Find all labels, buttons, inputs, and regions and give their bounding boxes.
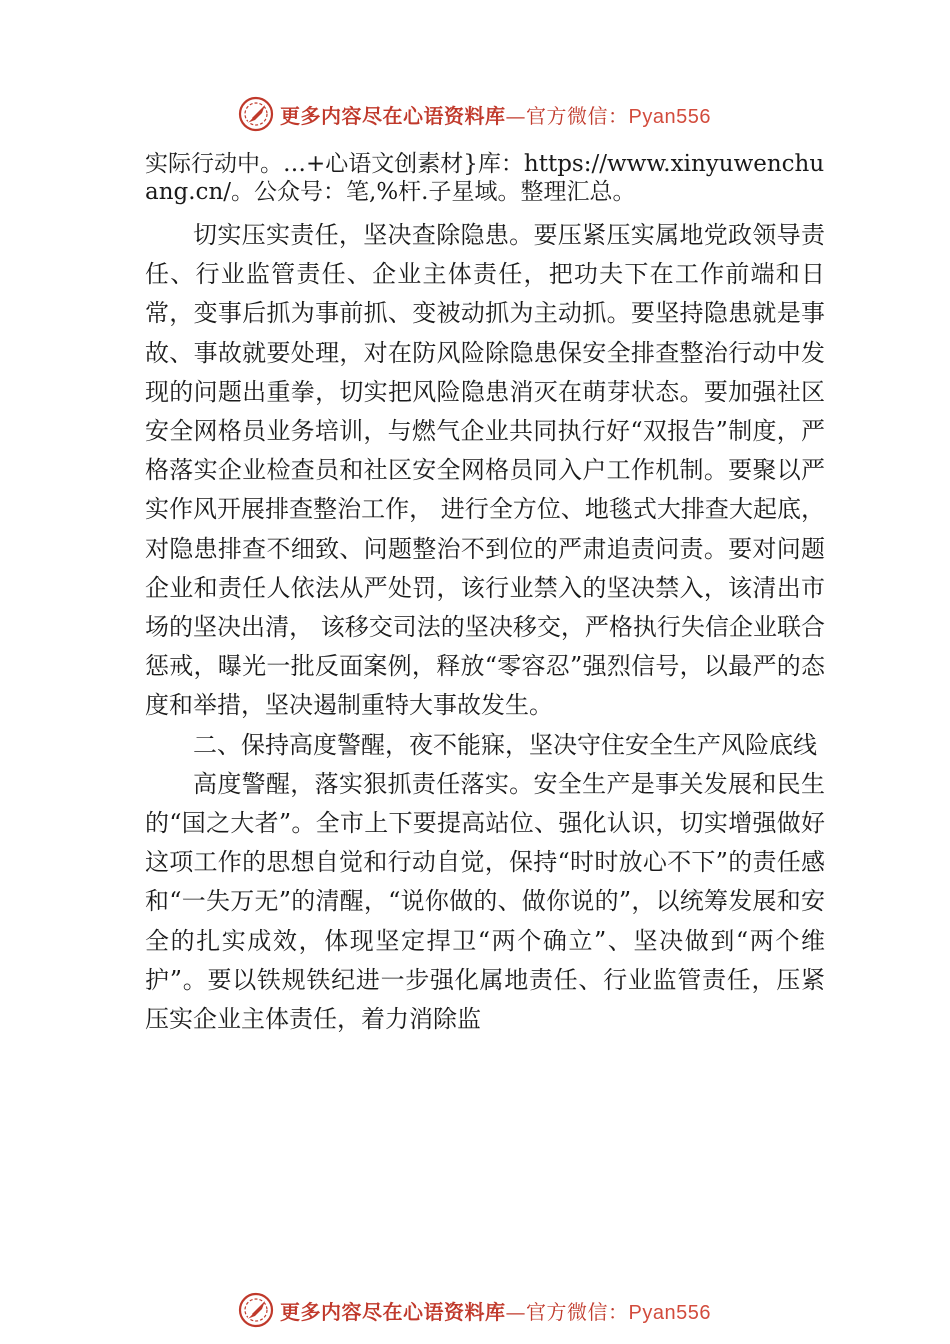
paragraph-2: 高度警醒，落实狠抓责任落实。安全生产是事关发展和民生的“国之大者”。全市上下要提高站位、强化认识，切实增强做好这项工作的思想自觉和行动自觉，保持“时时放心不下”的责任感和“一失万无”的清醒，“说你做的、做你说的”，以统筹发展和安全的扎实成效，体现坚定捍卫“两个确立”、坚决做到“两个维护”。要以铁规铁纪进一步强化属地责任、行业监管责任，压紧压实企业主体责任，着力消除监 <box>145 769 825 1034</box>
banner-slogan: 更多内容尽在心语资料库 <box>280 1299 506 1324</box>
paragraph-1: 切实压实责任，坚决查除隐患。要压紧压实属地党政领导责任、行业监管责任、企业主体责任，把功夫下在工作前端和日常，变事后抓为事前抓、变被动抓为主动抓。要坚持隐患就是事故、事故就要处理，对在防风险除隐患保安全排查整治行动中发现的问题出重拳，切实把风险隐患消灭在萌芽状态。要加强社区安全网格员业务培训，与燃气企业共同执行好“双报告”制度，严格落实企业检查员和社区安全网格员同入户工作机制。要聚以严实作风开展排查整治工作， 进行全方位、地毯式大排查大起底，对隐患排查不细致、问题整治不到位的严肃追责问责。要对问题企业和责任人依法从严处罚，该行业禁入的坚决禁入，该清出市场的坚决出清， 该移交司法的坚决移交，严格执行失信企业联合惩戒，曝光一批反面案例，释放“零容忍”强烈信号，以最严的态度和举措，坚决遏制重特大事故发生。 <box>145 221 825 720</box>
quill-logo-icon <box>238 1292 274 1328</box>
banner-text <box>280 100 711 129</box>
banner-text <box>280 1296 711 1325</box>
footer-banner <box>238 1290 758 1330</box>
banner-official-label: 官方微信： <box>526 1299 629 1324</box>
banner-official-label: 官方微信： <box>526 103 629 128</box>
banner-wechat-id: Pyan556 <box>628 1301 711 1324</box>
section-heading-2: 二、保持高度警醒，夜不能寐，坚决守住安全生产风险底线 <box>193 730 817 759</box>
intro-line: 实际行动中。…+心语文创素材}库：https://www.xinyuwenchuang.cn/。公众号：笔,%杆.子星域。整理汇总。 <box>145 151 825 205</box>
header-banner <box>238 94 758 134</box>
document-body <box>145 150 825 1039</box>
banner-slogan: 更多内容尽在心语资料库 <box>280 103 506 128</box>
banner-wechat-id: Pyan556 <box>628 105 711 128</box>
banner-separator: — <box>505 1299 526 1324</box>
quill-logo-icon <box>238 96 274 132</box>
banner-separator: — <box>505 103 526 128</box>
